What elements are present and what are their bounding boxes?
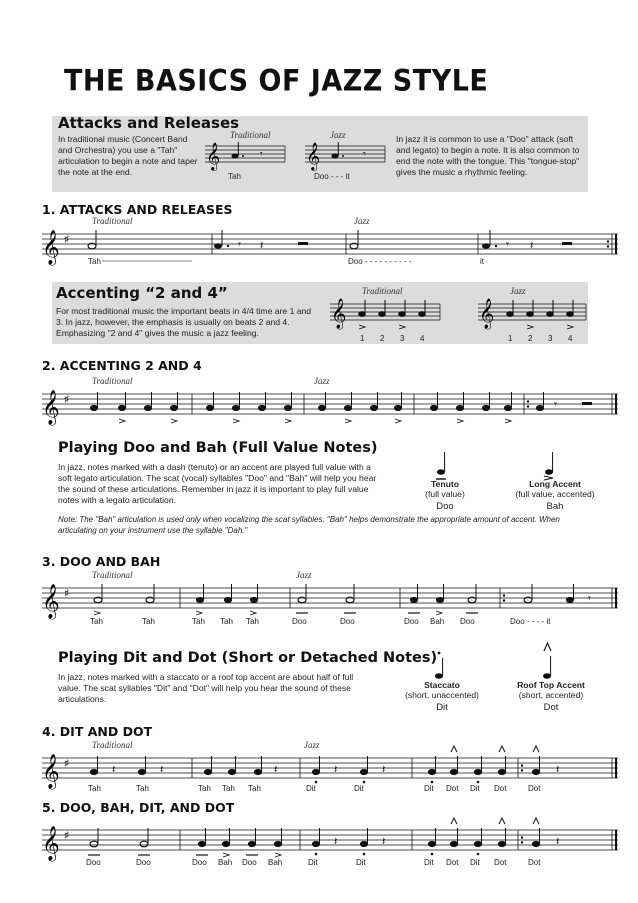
ex3-syl-4: Tah [246, 617, 259, 626]
svg-text:𝄽: 𝄽 [334, 763, 338, 776]
sharp-icon: ♯ [64, 233, 70, 246]
ex4-syl-1: Tah [136, 784, 149, 793]
ex4-syl-2: Tah [198, 784, 211, 793]
doo-bah-text: In jazz, notes marked with a dash (tenuto) or an accent are played full value with a soft legato articulation. The scat (vocal) syllables "Doo" and "Bah" will help you hear the sound of these articulations. Remember in jazz it is important to play full value notes with a legato articulation. [58, 462, 377, 505]
dit-dot-heading: Playing Dit and Dot (Short or Detached Notes) [58, 650, 438, 666]
accenting-heading: Accenting “2 and 4” [56, 284, 228, 302]
ex2-label-jazz: Jazz [314, 376, 330, 386]
ex3-staff [42, 580, 618, 620]
ex4-label-jazz: Jazz [304, 740, 320, 750]
accenting-label-traditional: Traditional [362, 286, 403, 296]
sharp-icon: ♯ [64, 587, 70, 600]
tenuto-note-icon [436, 448, 452, 480]
attacks-jazz-text: In jazz it is common to use a "Doo" attack (soft and legato) to begin a note. It is also common to end the note with the tongue. This "tongue-stop" gives the music a rhythmic feeling. [396, 134, 580, 177]
ex1-staff [42, 226, 618, 265]
ex3-syl-10: Doo - - - - it [510, 617, 551, 626]
ex2-title: 2. ACCENTING 2 AND 4 [42, 358, 202, 373]
ex5-syl-2: Doo [192, 858, 207, 867]
ex5-staff [42, 818, 618, 861]
doo-bah-heading: Playing Doo and Bah (Full Value Notes) [58, 440, 378, 456]
tenuto-desc: (full value) [425, 489, 465, 499]
ex4-syl-11: Dot [528, 784, 541, 793]
ex3-label-jazz: Jazz [296, 570, 312, 580]
attacks-label-traditional: Traditional [230, 130, 271, 140]
accenting-beat-2-jazz: 2 [528, 334, 533, 343]
staccato-desc: (short, unaccented) [404, 690, 480, 700]
ex3-syl-0: Tah [90, 617, 103, 626]
treble-clef-icon: 𝄞 [206, 142, 221, 170]
ex5-syl-5: Bah [268, 858, 283, 867]
accenting-beat-4: 4 [420, 334, 425, 343]
ex4-syl-7: Dit [424, 784, 434, 793]
treble-clef-icon: 𝄞 [42, 230, 60, 265]
ex5-syl-1: Doo [136, 858, 151, 867]
treble-clef-icon: 𝄞 [42, 584, 60, 619]
ex3-syl-1: Tah [142, 617, 155, 626]
treble-clef-icon: 𝄞 [479, 299, 495, 329]
ex5-syl-7: Dit [356, 858, 366, 867]
ex1-syl-doo: Doo - - - - - - - - - - [348, 257, 412, 266]
tenuto-name: Tenuto [430, 479, 459, 489]
accenting-beat-4-jazz: 4 [568, 334, 573, 343]
svg-text:𝄾: 𝄾 [506, 238, 509, 251]
ex5-syl-12: Dot [528, 858, 541, 867]
staccato-syl: Dit [436, 702, 448, 713]
dit-dot-text: In jazz, notes marked with a staccato or a roof top accent are about half of full value. The scat syllables "Dit" and "Dot" will help you hear the sound of these articulations. [58, 672, 354, 704]
attacks-releases-heading: Attacks and Releases [58, 114, 240, 132]
ex4-syl-8: Dot [446, 784, 459, 793]
attacks-syl-tah: Tah [228, 172, 241, 181]
ex5-syl-10: Dit [470, 858, 480, 867]
ex3-syl-9: Doo [460, 617, 475, 626]
sharp-icon: ♯ [64, 829, 70, 842]
svg-text:𝄾: 𝄾 [554, 398, 557, 411]
staccato-note-icon [434, 650, 450, 682]
svg-text:𝄽: 𝄽 [274, 763, 278, 776]
treble-clef-icon: 𝄞 [42, 754, 60, 789]
long-accent-note-icon [544, 448, 560, 480]
page-title: THE BASICS OF JAZZ STYLE [64, 64, 489, 99]
ex1-label-traditional: Traditional [92, 216, 133, 226]
ex5-syl-4: Doo [242, 858, 257, 867]
treble-clef-icon: 𝄞 [331, 299, 347, 329]
ex3-syl-5: Doo [292, 617, 307, 626]
ex3-syl-2: Tah [192, 617, 205, 626]
attacks-traditional-text: In traditional music (Concert Band and Orchestra) you use a "Tah" articulation to begin a note and taper the note at the end. [58, 134, 198, 177]
svg-text:𝄽: 𝄽 [112, 763, 116, 776]
ex1-label-jazz: Jazz [354, 216, 370, 226]
treble-clef-icon: 𝄞 [42, 826, 60, 861]
svg-text:𝄽: 𝄽 [334, 835, 338, 848]
svg-text:𝄽: 𝄽 [160, 763, 164, 776]
ex4-syl-10: Dot [494, 784, 507, 793]
attacks-label-jazz: Jazz [330, 130, 346, 140]
long-accent-desc: (full value, accented) [515, 489, 595, 499]
svg-text:𝄽: 𝄽 [530, 239, 534, 252]
staccato-name: Staccato [424, 680, 460, 690]
accenting-label-jazz: Jazz [510, 286, 526, 296]
ex4-title: 4. DIT AND DOT [42, 724, 153, 739]
tenuto-syl: Doo [436, 501, 454, 512]
ex5-syl-3: Bah [218, 858, 233, 867]
svg-text:𝄾: 𝄾 [260, 149, 263, 160]
roof-top-syl: Dot [543, 702, 559, 713]
svg-text:𝄽: 𝄽 [382, 835, 386, 848]
treble-clef-icon: 𝄞 [306, 142, 321, 170]
svg-text:𝄾: 𝄾 [588, 592, 591, 605]
ex5-syl-0: Doo [86, 858, 101, 867]
accenting-beat-3-jazz: 3 [548, 334, 553, 343]
accenting-beat-1: 1 [360, 334, 365, 343]
roof-top-accent-note-icon [542, 642, 558, 682]
long-accent-syl: Bah [546, 501, 564, 512]
ex4-label-traditional: Traditional [92, 740, 133, 750]
ex1-syl-it: it [480, 257, 484, 266]
accenting-beat-1-jazz: 1 [508, 334, 513, 343]
sharp-icon: ♯ [64, 393, 70, 406]
ex2-label-traditional: Traditional [92, 376, 133, 386]
treble-clef-icon: 𝄞 [42, 390, 60, 425]
sharp-icon: ♯ [64, 757, 70, 770]
roof-top-desc: (short, accented) [518, 690, 584, 700]
ex4-syl-0: Tah [88, 784, 101, 793]
ex1-syl-tah: Tah [88, 257, 101, 266]
ex5-syl-9: Dot [446, 858, 459, 867]
attacks-syl-doo-it: Doo - - - it [314, 172, 350, 181]
ex5-syl-8: Dit [424, 858, 434, 867]
svg-text:𝄽: 𝄽 [260, 239, 264, 252]
ex1-title: 1. ATTACKS AND RELEASES [42, 202, 233, 217]
svg-text:𝄾: 𝄾 [363, 149, 366, 160]
svg-text:𝄽: 𝄽 [382, 763, 386, 776]
accenting-beat-3: 3 [400, 334, 405, 343]
ex3-syl-7: Doo [404, 617, 419, 626]
attacks-mini-staff [205, 140, 395, 170]
ex2-staff [42, 386, 618, 430]
ex3-title: 3. DOO AND BAH [42, 554, 161, 569]
svg-text:𝄽: 𝄽 [556, 763, 560, 776]
accenting-beat-2: 2 [380, 334, 385, 343]
long-accent-name: Long Accent [529, 479, 581, 489]
ex3-label-traditional: Traditional [92, 570, 133, 580]
doo-bah-note: Note: The "Bah" articulation is used only when vocalizing the scat syllables. "Bah" helps demonstrate the appropriate amount of accent. When articulating on your instrument use the syllable "Dah." [58, 515, 560, 535]
ex4-syl-5: Dit [306, 784, 316, 793]
svg-text:𝄽: 𝄽 [556, 835, 560, 848]
ex3-syl-8: Bah [430, 617, 445, 626]
ex3-syl-3: Tah [220, 617, 233, 626]
ex4-syl-6: Dit [354, 784, 364, 793]
ex5-syl-6: Dit [308, 858, 318, 867]
roof-top-name: Roof Top Accent [517, 680, 585, 690]
ex4-syl-3: Tah [222, 784, 235, 793]
ex5-title: 5. DOO, BAH, DIT, AND DOT [42, 800, 235, 815]
ex4-syl-9: Dit [470, 784, 480, 793]
svg-text:𝄾: 𝄾 [238, 238, 241, 251]
ex4-syl-4: Tah [248, 784, 261, 793]
ex3-syl-6: Doo [340, 617, 355, 626]
accenting-text: For most traditional music the important beats in 4/4 time are 1 and 3. In jazz, however, the emphasis is usually on beats 2 and 4. Emphasizing "2 and 4" gives the music a jazz feeling. [56, 306, 312, 338]
ex5-syl-11: Dot [494, 858, 507, 867]
